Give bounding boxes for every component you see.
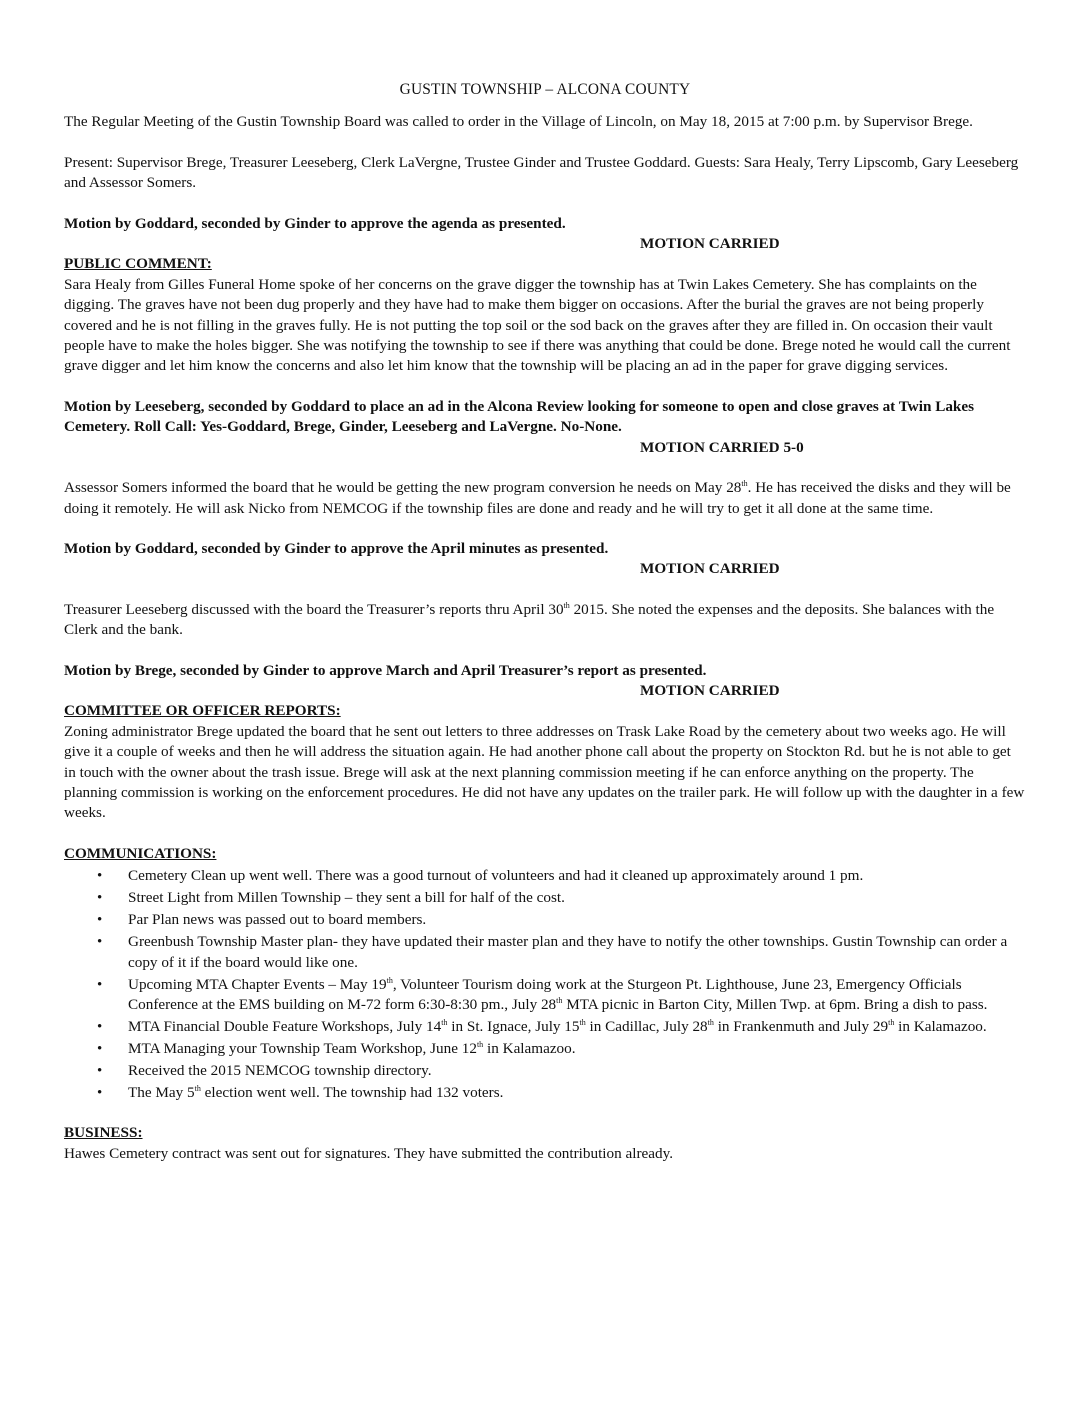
list-item-text: Greenbush Township Master plan- they have updated their master plan and they have to notify the other townships. Gustin Township can order a copy of it if the board would like one.: [128, 933, 1008, 971]
public-comment-heading: PUBLIC COMMENT:: [64, 255, 212, 273]
ordinal-suffix: th: [741, 479, 748, 489]
list-item: [64, 1039, 1026, 1059]
bullet-icon: •: [97, 890, 103, 907]
document-title: GUSTIN TOWNSHIP – ALCONA COUNTY: [399, 81, 691, 98]
business-text: Hawes Cemetery contract was sent out for signatures. They have submitted the contribution already.: [64, 1144, 674, 1162]
list-item: [64, 1083, 1026, 1103]
motion-ad: Motion by Leeseberg, seconded by Goddard to place an ad in the Alcona Review looking for someone to open and close graves at Twin Lakes Cemetery. Roll Call: Yes-Goddard, Brege, Ginder, Leeseberg and LaVergne. No-None.: [64, 397, 975, 436]
list-item-text: Par Plan news was passed out to board members.: [128, 911, 427, 929]
motion-carried-treasurer: MOTION CARRIED: [640, 681, 780, 699]
attendance-paragraph: Present: Supervisor Brege, Treasurer Leeseberg, Clerk LaVergne, Trustee Ginder and Trustee Goddard. Guests: Sara Healy, Terry Lipscomb, Gary Leeseberg and Assessor Somers.: [64, 153, 1019, 192]
list-item-text: Cemetery Clean up went well. There was a good turnout of volunteers and had it cleaned up approximately around 1 pm.: [128, 867, 864, 885]
list-item: [64, 932, 1026, 973]
list-item: [64, 1017, 1026, 1037]
list-item: [64, 975, 1026, 1016]
bullet-icon: •: [97, 912, 103, 929]
bullet-icon: •: [97, 976, 103, 993]
treasurer-text: Treasurer Leeseberg discussed with the board the Treasurer’s reports thru April 30: [64, 600, 564, 618]
list-item-text: Upcoming MTA Chapter Events – May 19th, Volunteer Tourism doing work at the Sturgeon Pt. Lighthouse, June 23, Emergency Officials Conference at the EMS building on M-72 form 6:30-8:30 pm., July 28th MTA picnic in Barton City, Millen Twp. at 6pm. Bring a dish to pass.: [128, 975, 988, 1013]
motion-carried-minutes: MOTION CARRIED: [640, 560, 780, 578]
opening-paragraph: The Regular Meeting of the Gustin Township Board was called to order in the Village of Lincoln, on May 18, 2015 at 7:00 p.m. by Supervisor Brege.: [64, 113, 973, 131]
ordinal-suffix: th: [563, 600, 570, 610]
list-item-text: The May 5th election went well. The township had 132 voters.: [128, 1084, 504, 1101]
list-item: [64, 910, 1026, 930]
bullet-icon: •: [97, 868, 103, 885]
bullet-icon: •: [97, 1019, 103, 1035]
list-item: [64, 1061, 1026, 1081]
treasurer-text-cont: 2015. She noted the expenses and the deposits. She balances with the Clerk and the bank.: [64, 600, 995, 639]
assessor-paragraph: [64, 478, 1026, 519]
committee-heading: COMMITTEE OR OFFICER REPORTS:: [64, 702, 341, 720]
motion-carried-agenda: MOTION CARRIED: [640, 235, 780, 253]
public-comment-text: Sara Healy from Gilles Funeral Home spoke of her concerns on the grave digger the township has at Twin Lakes Cemetery. She has complaints on the digging. The graves have not been dug properly and they have had to make them bigger on occasions. After the burial the graves are not being properly covered and he is not filling in the graves fully. He is not putting the top soil or the sod back on the graves after they are filled in. On occasion their vault people have to make the holes bigger. She was notifying the township to see if there was anything that could be done. Brege noted he would call the current grave digger and let him know the concerns and also let him know that the township will be placing an ad in the paper for grave digging services.: [64, 275, 1011, 375]
bullet-icon: •: [97, 934, 103, 951]
assessor-text: Assessor Somers informed the board that he would be getting the new program conversion he needs on May 28: [64, 479, 742, 497]
communications-heading: COMMUNICATIONS:: [64, 844, 217, 862]
motion-treasurer-report: Motion by Brege, seconded by Ginder to approve March and April Treasurer’s report as presented.: [64, 661, 707, 679]
list-item: [64, 888, 1026, 908]
assessor-text-cont: . He has received the disks and they will be doing it remotely. He will ask Nicko from NEMCOG if the township files are done and ready and he will try to get it all done at the same time.: [64, 479, 1011, 517]
motion-agenda: Motion by Goddard, seconded by Ginder to approve the agenda as presented.: [64, 214, 566, 232]
bullet-icon: •: [97, 1041, 103, 1057]
document-page: [64, 80, 1026, 1164]
business-heading: BUSINESS:: [64, 1124, 143, 1142]
list-item-text: MTA Managing your Township Team Workshop, June 12th in Kalamazoo.: [128, 1040, 576, 1057]
bullet-icon: •: [97, 1085, 103, 1101]
list-item: [64, 866, 1026, 886]
list-item-text: Received the 2015 NEMCOG township directory.: [128, 1062, 432, 1079]
list-item-text: MTA Financial Double Feature Workshops, July 14th in St. Ignace, July 15th in Cadillac, July 28th in Frankenmuth and July 29th in Kalamazoo.: [128, 1018, 987, 1035]
committee-text: Zoning administrator Brege updated the board that he sent out letters to three addresses on Trask Lake Road by the cemetery about two weeks ago. He will give it a couple of weeks and then he will address the situation again. He had another phone call about the property on Stockton Rd. but he is not able to get in touch with the owner about the trash issue. Brege will ask at the next planning commission meeting if he can enforce anything on the property. The planning commission is working on the enforcement procedures. He did not have any updates on the trailer park. He will follow up with the daughter in a few weeks.: [64, 722, 1025, 822]
communications-list: [64, 866, 1026, 1103]
list-item-text: Street Light from Millen Township – they sent a bill for half of the cost.: [128, 889, 565, 907]
motion-minutes: Motion by Goddard, seconded by Ginder to approve the April minutes as presented.: [64, 539, 609, 557]
motion-carried-ad: MOTION CARRIED 5-0: [640, 438, 804, 456]
treasurer-paragraph: [64, 600, 1026, 641]
bullet-icon: •: [97, 1063, 103, 1079]
